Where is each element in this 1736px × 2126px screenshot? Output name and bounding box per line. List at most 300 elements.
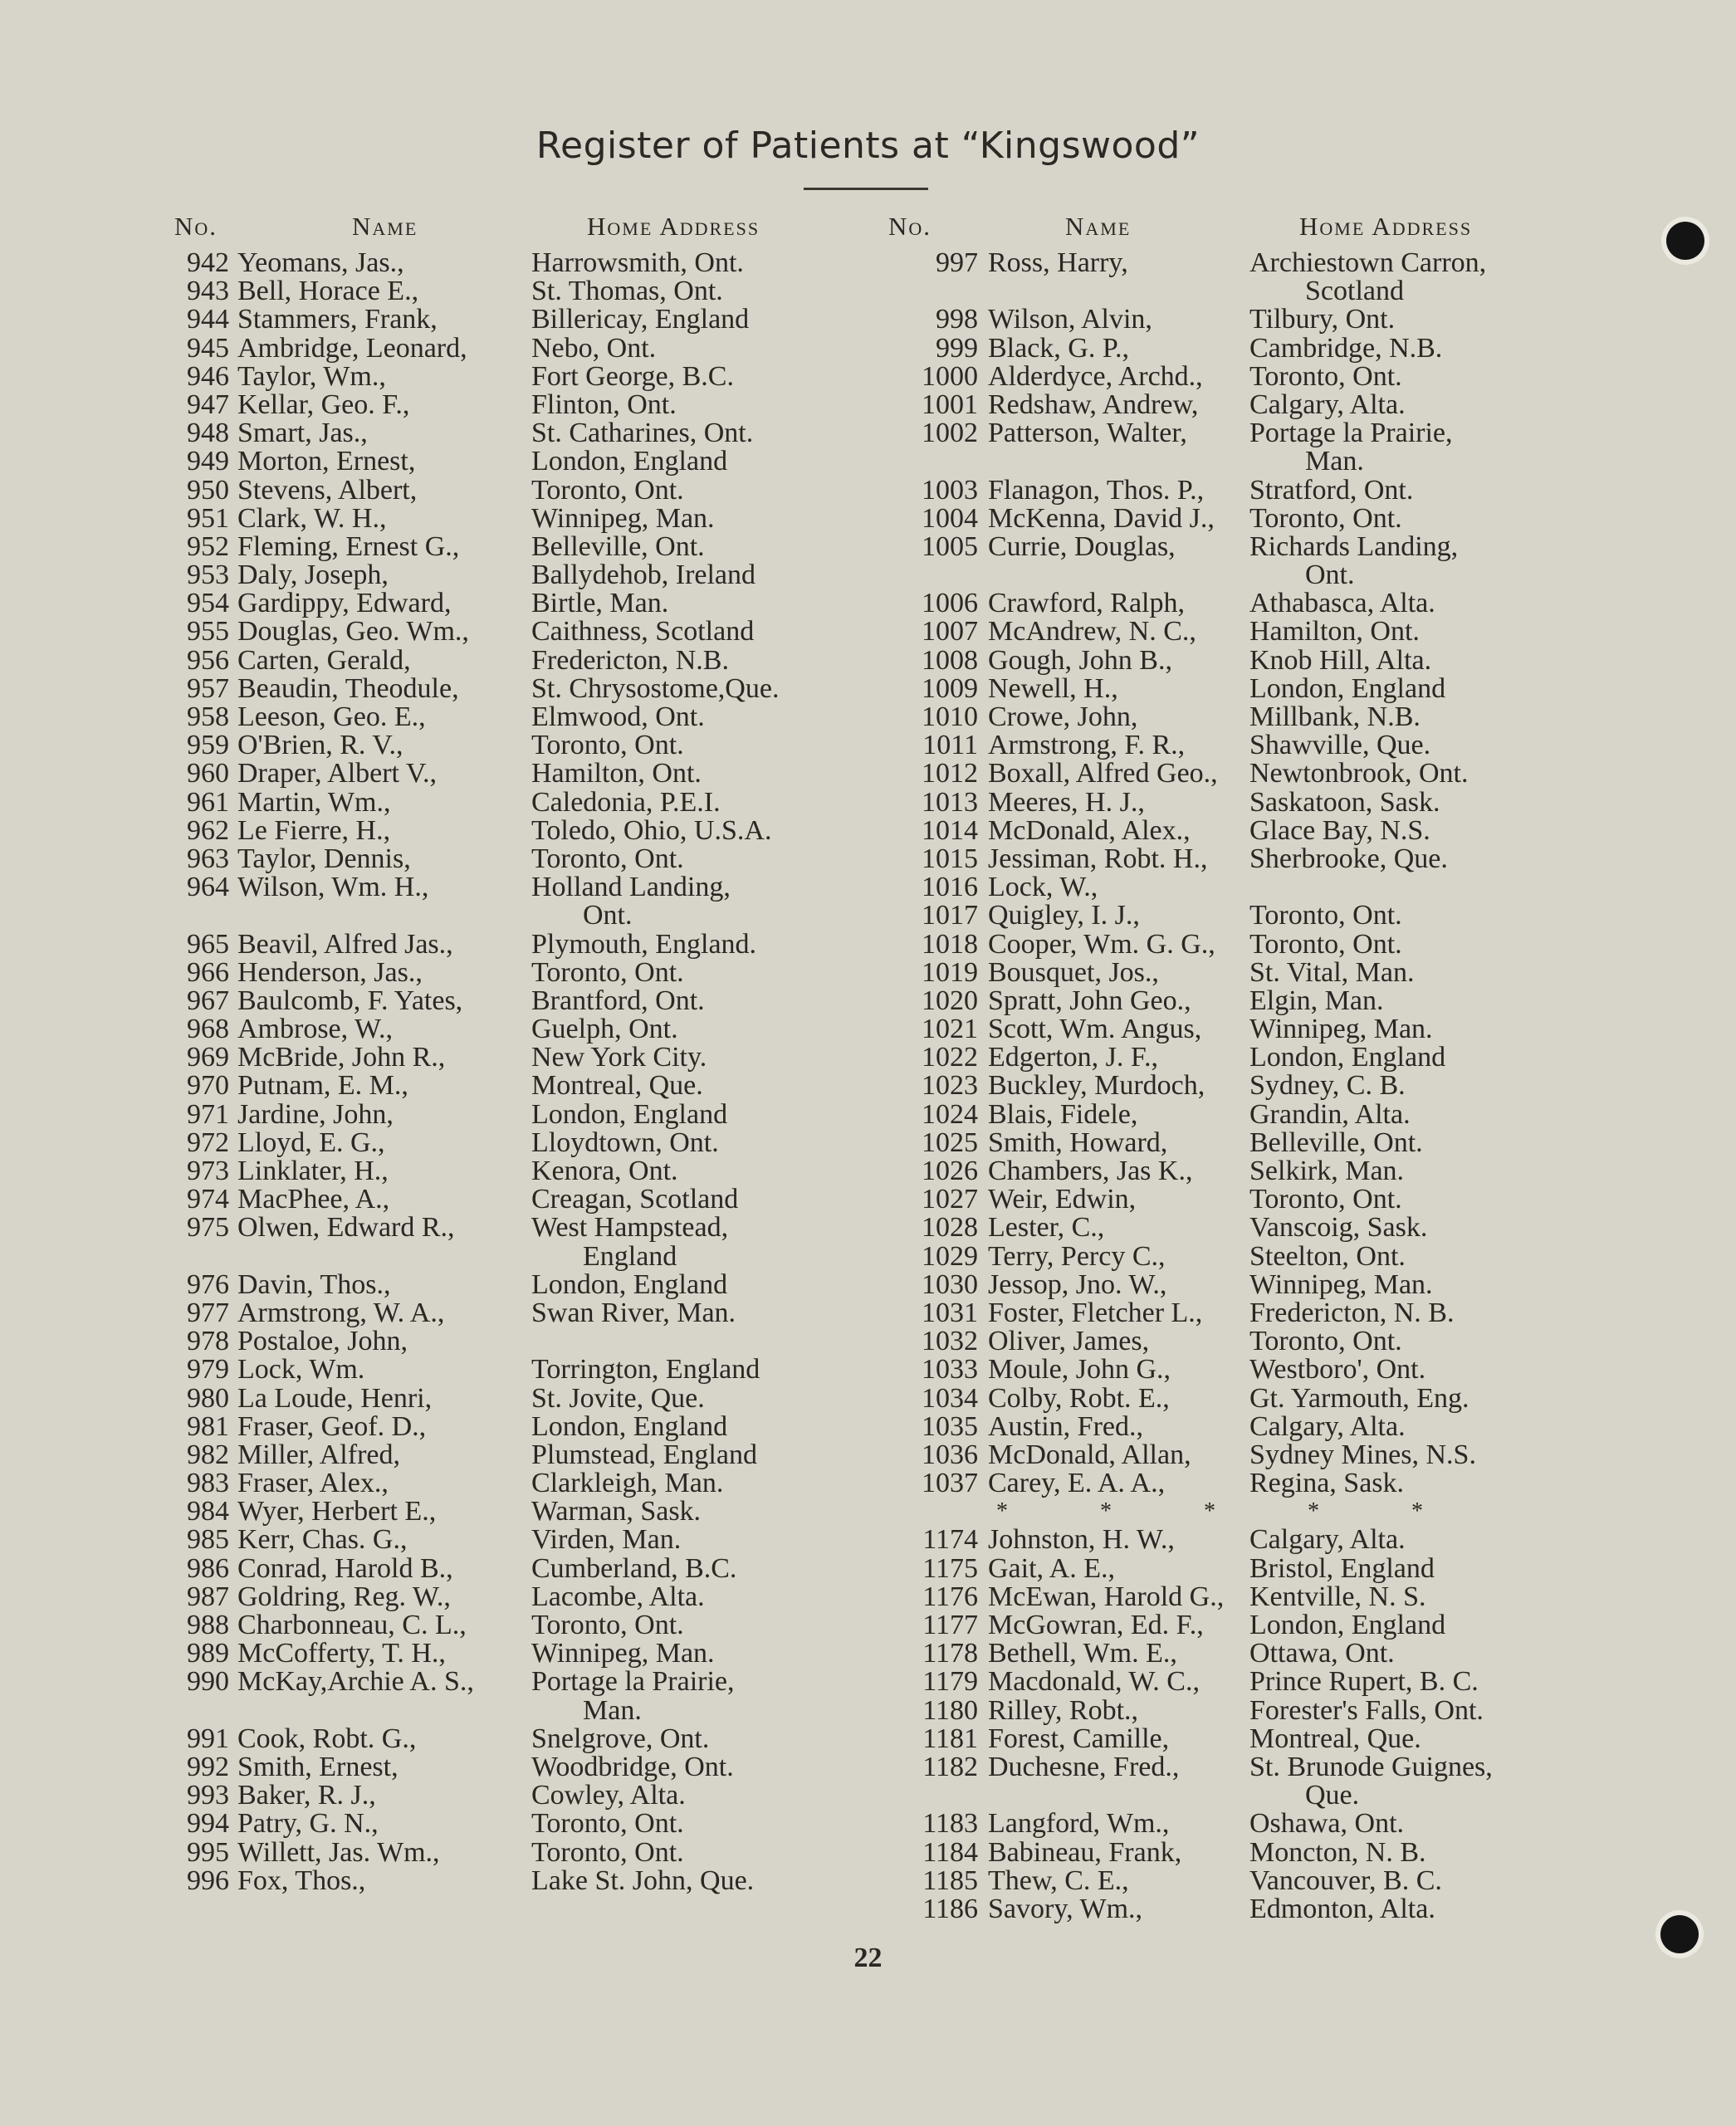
register-row [863,1668,1736,1696]
patient-number: 1182 [922,1751,978,1782]
home-address: Fredericton, N. B. [1249,1297,1455,1328]
patient-name: Lloyd, E. G., [237,1127,385,1158]
patient-number: 982 [187,1439,229,1470]
home-address: Elmwood, Ont. [531,701,705,732]
patient-name: Patry, G. N., [237,1808,379,1840]
patient-name: Lock, W., [988,872,1098,903]
patient-number: 1009 [922,672,978,704]
register-row [863,1526,1736,1554]
home-address: Toronto, Ont. [531,1836,684,1868]
patient-number: 1031 [922,1297,978,1328]
patient-name: Henderson, Jas., [237,956,423,988]
patient-number: 1003 [922,474,978,506]
register-row [0,644,863,676]
register-row [0,1098,863,1130]
patient-name: Babineau, Frank, [988,1836,1182,1868]
home-address: Ottawa, Ont. [1249,1638,1395,1669]
home-address: Calgary, Alta. [1249,389,1406,420]
register-row [0,1583,863,1611]
patient-number: 975 [187,1212,229,1244]
register-row [863,589,1736,618]
patient-name: MacPhee, A., [237,1184,390,1215]
patient-name: Savory, Wm., [988,1893,1143,1924]
register-row [0,1640,863,1668]
left-address-header: Home Address [587,212,760,241]
patient-number: 1017 [922,900,978,931]
home-address: Man. [1305,446,1364,477]
register-row [863,249,1736,277]
patient-number: 944 [187,304,229,335]
patient-name: Austin, Fred., [988,1410,1143,1442]
register-row [0,1836,863,1868]
register-row [863,1640,1736,1668]
register-row [863,1043,1736,1072]
home-address: Sydney, C. B. [1249,1070,1406,1102]
patient-name: Beavil, Alfred Jas., [237,928,453,960]
home-address: Winnipeg, Man. [1249,1268,1433,1300]
register-row [0,845,863,873]
patient-number: 957 [187,672,229,704]
home-address: Vanscoig, Sask. [1249,1212,1428,1244]
home-address: Que. [1305,1780,1360,1811]
patient-number: 1000 [922,360,978,392]
register-row [863,1498,1736,1526]
register-row [0,1552,863,1584]
patient-name: Jessiman, Robt. H., [988,843,1208,874]
patient-name: Smart, Jas., [237,418,368,449]
home-address: Saskatoon, Sask. [1249,786,1440,818]
register-row [0,1810,863,1838]
register-row [863,1299,1736,1327]
home-address: Knob Hill, Alta. [1249,644,1432,676]
register-row [863,1867,1736,1895]
patient-name: McKenna, David J., [988,502,1215,534]
patient-name: Smith, Howard, [988,1127,1168,1158]
patient-name: Langford, Wm., [988,1808,1170,1840]
home-address: Cambridge, N.B. [1249,332,1443,364]
home-address: Portage la Prairie, [531,1666,735,1698]
register-row [863,360,1736,392]
home-address: Holland Landing, [531,872,731,903]
patient-name: Wilson, Wm. H., [237,872,429,903]
patient-number: 954 [187,588,229,619]
register-row [863,1356,1736,1384]
register-row [0,987,863,1015]
patient-name: Cook, Robt. G., [237,1723,417,1754]
patient-name: Wyer, Herbert E., [237,1496,437,1527]
patient-name: Putnam, E. M., [237,1070,408,1102]
register-row [863,902,1736,930]
register-row [0,419,863,447]
home-address: London, England [1249,1042,1446,1073]
left-no-header: No. [174,212,218,241]
home-address: Toronto, Ont. [1249,1326,1402,1357]
register-row [0,1043,863,1072]
register-row [0,391,863,419]
home-address: Creagan, Scotland [531,1184,739,1215]
register-row [863,1836,1736,1868]
register-row [0,902,863,930]
patient-name: Edgerton, J. F., [988,1042,1159,1073]
patient-name: Olwen, Edward R., [237,1212,455,1244]
page-number: 22 [853,1943,883,1973]
patient-name: Thew, C. E., [988,1865,1129,1896]
patient-name: Black, G. P., [988,332,1129,364]
patient-number: 985 [187,1524,229,1556]
patient-name: McBride, John R., [237,1042,446,1073]
home-address: Toronto, Ont. [1249,502,1402,534]
home-address: Toronto, Ont. [531,843,684,874]
register-row [0,1498,863,1526]
patient-name: La Loude, Henri, [237,1382,433,1414]
patient-number: 1036 [922,1439,978,1470]
patient-number: 1175 [922,1552,978,1584]
patient-number: 1181 [922,1723,978,1754]
patient-number: 993 [187,1780,229,1811]
register-row [863,1552,1736,1584]
patient-number: 1033 [922,1354,978,1386]
register-row [863,391,1736,419]
home-address: Winnipeg, Man. [1249,1014,1433,1045]
patient-number: 948 [187,418,229,449]
register-row [0,1214,863,1242]
patient-name: Bousquet, Jos., [988,956,1159,988]
home-address: St. Thomas, Ont. [531,276,723,307]
patient-name: Baker, R. J., [237,1780,376,1811]
patient-number: 1016 [922,872,978,903]
patient-number: 959 [187,730,229,761]
register-row [863,1611,1736,1640]
patient-number: 961 [187,786,229,818]
patient-number: 972 [187,1127,229,1158]
patient-name: Crawford, Ralph, [988,588,1186,619]
home-address: Athabasca, Alta. [1249,588,1435,619]
register-row [863,1268,1736,1300]
patient-name: Wilson, Alvin, [988,304,1152,335]
patient-name: McGowran, Ed. F., [988,1610,1204,1640]
patient-number: 1176 [922,1581,978,1612]
patient-number: 987 [187,1581,229,1612]
patient-number: 970 [187,1070,229,1102]
register-row [0,502,863,534]
patient-name: Postaloe, John, [237,1326,408,1357]
patient-number: 994 [187,1808,229,1840]
home-address: Elgin, Man. [1249,985,1384,1016]
patient-name: Boxall, Alfred Geo., [988,758,1218,789]
home-address: Toronto, Ont. [1249,900,1402,931]
patient-number: 1005 [922,530,978,562]
home-address: Warman, Sask. [531,1496,702,1527]
patient-number: 984 [187,1496,229,1527]
patient-name: Flanagon, Thos. P., [988,474,1205,506]
patient-name: Beaudin, Theodule, [237,672,459,704]
home-address: Archiestown Carron, [1249,247,1487,278]
patient-name: Smith, Ernest, [237,1751,399,1782]
home-address: Sherbrooke, Que. [1249,843,1448,874]
home-address: Lloydtown, Ont. [531,1127,719,1158]
patient-number: 968 [187,1014,229,1045]
register-row [863,1214,1736,1242]
left-name-header: Name [352,212,418,241]
register-row [863,1072,1736,1100]
home-address: Calgary, Alta. [1249,1524,1406,1556]
patient-name: Fraser, Geof. D., [237,1410,427,1442]
patient-number: 1020 [922,985,978,1016]
patient-number: 1178 [922,1638,978,1669]
home-address: Plymouth, England. [531,928,757,960]
patient-name: McCofferty, T. H., [237,1638,446,1669]
patient-name: Colby, Robt. E., [988,1382,1170,1414]
patient-name: Cooper, Wm. G. G., [988,928,1215,960]
register-row [0,1867,863,1895]
register-row [0,1725,863,1753]
patient-name: Le Fierre, H., [237,814,391,846]
register-row [0,703,863,731]
register-row [863,474,1736,506]
home-address: Lacombe, Alta. [531,1581,705,1612]
register-row [863,1240,1736,1272]
patient-name: Linklater, H., [237,1156,389,1186]
patient-number: 991 [187,1723,229,1754]
register-row [0,1611,863,1640]
home-address: Montreal, Que. [1249,1723,1421,1754]
register-row [0,1299,863,1327]
patient-number: 1008 [922,644,978,676]
home-address: Steelton, Ont. [1249,1240,1406,1272]
home-address: Ballydehob, Ireland [531,560,756,591]
register-row [0,1356,863,1384]
home-address: West Hampstead, [531,1212,729,1244]
register-row [0,360,863,392]
register-row [0,1410,863,1442]
register-row [0,447,863,476]
register-row [0,1327,863,1356]
patient-number: 1022 [922,1042,978,1073]
patient-number: 971 [187,1098,229,1130]
home-address: Hamilton, Ont. [531,758,702,789]
register-row [0,731,863,760]
register-row [0,277,863,305]
home-address: London, England [531,1098,728,1130]
register-row [863,1810,1736,1838]
left-column [0,249,863,1895]
home-address: Toronto, Ont. [531,474,684,506]
register-row [863,530,1736,562]
patient-name: Alderdyce, Archd., [988,360,1203,392]
register-row [863,928,1736,960]
patient-number: 943 [187,276,229,307]
register-row [0,1694,863,1726]
patient-name: Gough, John B., [988,644,1172,676]
register-row [0,618,863,646]
home-address: Forester's Falls, Ont. [1249,1694,1484,1726]
patient-name: Chambers, Jas K., [988,1156,1193,1186]
home-address: Montreal, Que. [531,1070,703,1102]
patient-number: 1013 [922,786,978,818]
patient-name: Quigley, I. J., [988,900,1140,931]
patient-number: 1019 [922,956,978,988]
patient-name: Redshaw, Andrew, [988,389,1199,420]
patient-number: 1184 [922,1836,978,1868]
patient-number: 1179 [922,1666,978,1698]
patient-name: Stevens, Albert, [237,474,418,506]
patient-name: Bell, Horace E., [237,276,419,307]
register-row [0,1157,863,1185]
home-address: Toronto, Ont. [531,1808,684,1840]
register-row [0,589,863,618]
home-address: London, England [531,1268,728,1300]
register-row [0,760,863,788]
patient-name: McKay,Archie A. S., [237,1666,474,1698]
title-rule [804,188,928,190]
register-row [0,1129,863,1157]
patient-number: 1001 [922,389,978,420]
home-address: St. Chrysostome,Que. [531,672,780,704]
register-row [0,1753,863,1781]
home-address: Vancouver, B. C. [1249,1865,1442,1896]
patient-number: 1024 [922,1098,978,1130]
register-row [863,956,1736,988]
home-address: Hamilton, Ont. [1249,616,1420,648]
patient-number: 1018 [922,928,978,960]
home-address: Toronto, Ont. [531,730,684,761]
register-row [863,873,1736,902]
patient-number: 1186 [922,1893,978,1924]
patient-number: 981 [187,1410,229,1442]
patient-name: Weir, Edwin, [988,1184,1137,1215]
patient-number: 962 [187,814,229,846]
patient-number: 956 [187,644,229,676]
patient-number: 978 [187,1326,229,1357]
home-address: Bristol, England [1249,1552,1435,1584]
patient-name: Goldring, Reg. W., [237,1581,451,1612]
home-address: Toronto, Ont. [1249,360,1402,392]
patient-name: Taylor, Dennis, [237,843,411,874]
patient-name: Kellar, Geo. F., [237,389,410,420]
home-address: Ont. [583,900,633,931]
patient-number: 965 [187,928,229,960]
patient-number: 969 [187,1042,229,1073]
register-row [0,1015,863,1043]
home-address: St. Jovite, Que. [531,1382,705,1414]
register-row [0,814,863,846]
patient-name: Rilley, Robt., [988,1694,1139,1726]
patient-name: Fleming, Ernest G., [237,530,460,562]
home-address: Toronto, Ont. [1249,1184,1402,1215]
patient-name: Yeomans, Jas., [237,247,404,278]
patient-name: Meeres, H. J., [988,786,1145,818]
patient-number: 1026 [922,1156,978,1186]
register-row [863,845,1736,873]
patient-name: Duchesne, Fred., [988,1751,1180,1782]
right-address-header: Home Address [1299,212,1473,241]
home-address: Oshawa, Ont. [1249,1808,1405,1840]
patient-number: 999 [936,332,978,364]
patient-name: McEwan, Harold G., [988,1581,1225,1612]
patient-number: 966 [187,956,229,988]
patient-number: 953 [187,560,229,591]
patient-name: Foster, Fletcher L., [988,1297,1203,1328]
home-address: London, England [1249,672,1446,704]
patient-name: Martin, Wm., [237,786,391,818]
home-address: Man. [583,1694,642,1726]
patient-name: Douglas, Geo. Wm., [237,616,469,648]
register-row [863,332,1736,364]
patient-number: 1006 [922,588,978,619]
patient-name: Ambrose, W., [237,1014,393,1045]
right-no-header: No. [888,212,932,241]
home-address: Stratford, Ont. [1249,474,1414,506]
home-address: Westboro', Ont. [1249,1354,1426,1386]
patient-number: 1025 [922,1127,978,1158]
home-address: Kenora, Ont. [531,1156,678,1186]
patient-number: 990 [187,1666,229,1698]
patient-name: Oliver, James, [988,1326,1150,1357]
patient-number: 1015 [922,843,978,874]
home-address: St. Catharines, Ont. [531,418,754,449]
patient-name: Forest, Camille, [988,1723,1170,1754]
home-address: Billericay, England [531,304,750,335]
home-address: Snelgrove, Ont. [531,1723,710,1754]
home-address: New York City. [531,1042,707,1073]
patient-name: Stammers, Frank, [237,304,438,335]
register-row [863,1157,1736,1185]
patient-name: Charbonneau, C. L., [237,1610,467,1640]
register-row [0,956,863,988]
register-row [863,703,1736,731]
register-row [863,1895,1736,1923]
patient-name: Ambridge, Leonard, [237,332,467,364]
register-row [0,1382,863,1414]
patient-number: 945 [187,332,229,364]
patient-name: Fox, Thos., [237,1865,366,1896]
patient-name: Lock, Wm. [237,1354,365,1386]
home-address: Fort George, B.C. [531,360,734,392]
home-address: Portage la Prairie, [1249,418,1453,449]
register-row [0,561,863,589]
patient-number: 1183 [922,1808,978,1840]
patient-name: Johnston, H. W., [988,1524,1175,1556]
home-address: St. Vital, Man. [1249,956,1415,988]
patient-name: Newell, H., [988,672,1118,704]
patient-number: 989 [187,1638,229,1669]
register-row [863,1015,1736,1043]
patient-number: 1021 [922,1014,978,1045]
patient-name: McDonald, Allan, [988,1439,1191,1470]
patient-name: Kerr, Chas. G., [237,1524,408,1556]
register-row [863,561,1736,589]
register-row [0,332,863,364]
patient-name: Terry, Percy C., [988,1240,1166,1272]
page-title: Register of Patients at “Kingswood” [535,125,1201,167]
register-row [0,1240,863,1272]
patient-name: Carey, E. A. A., [988,1468,1166,1499]
home-address: Toronto, Ont. [531,956,684,988]
home-address: Toledo, Ohio, U.S.A. [531,814,772,846]
patient-name: Daly, Joseph, [237,560,389,591]
patient-number: 997 [936,247,978,278]
register-row [0,672,863,704]
home-address: Fredericton, N.B. [531,644,729,676]
patient-name: O'Brien, R. V., [237,730,403,761]
patient-number: 974 [187,1184,229,1215]
patient-name: Macdonald, W. C., [988,1666,1200,1698]
patient-name: Blais, Fidele, [988,1098,1138,1130]
patient-name: Scott, Wm. Angus, [988,1014,1202,1045]
patient-name: Miller, Alfred, [237,1439,400,1470]
right-name-header: Name [1065,212,1132,241]
register-row [863,419,1736,447]
